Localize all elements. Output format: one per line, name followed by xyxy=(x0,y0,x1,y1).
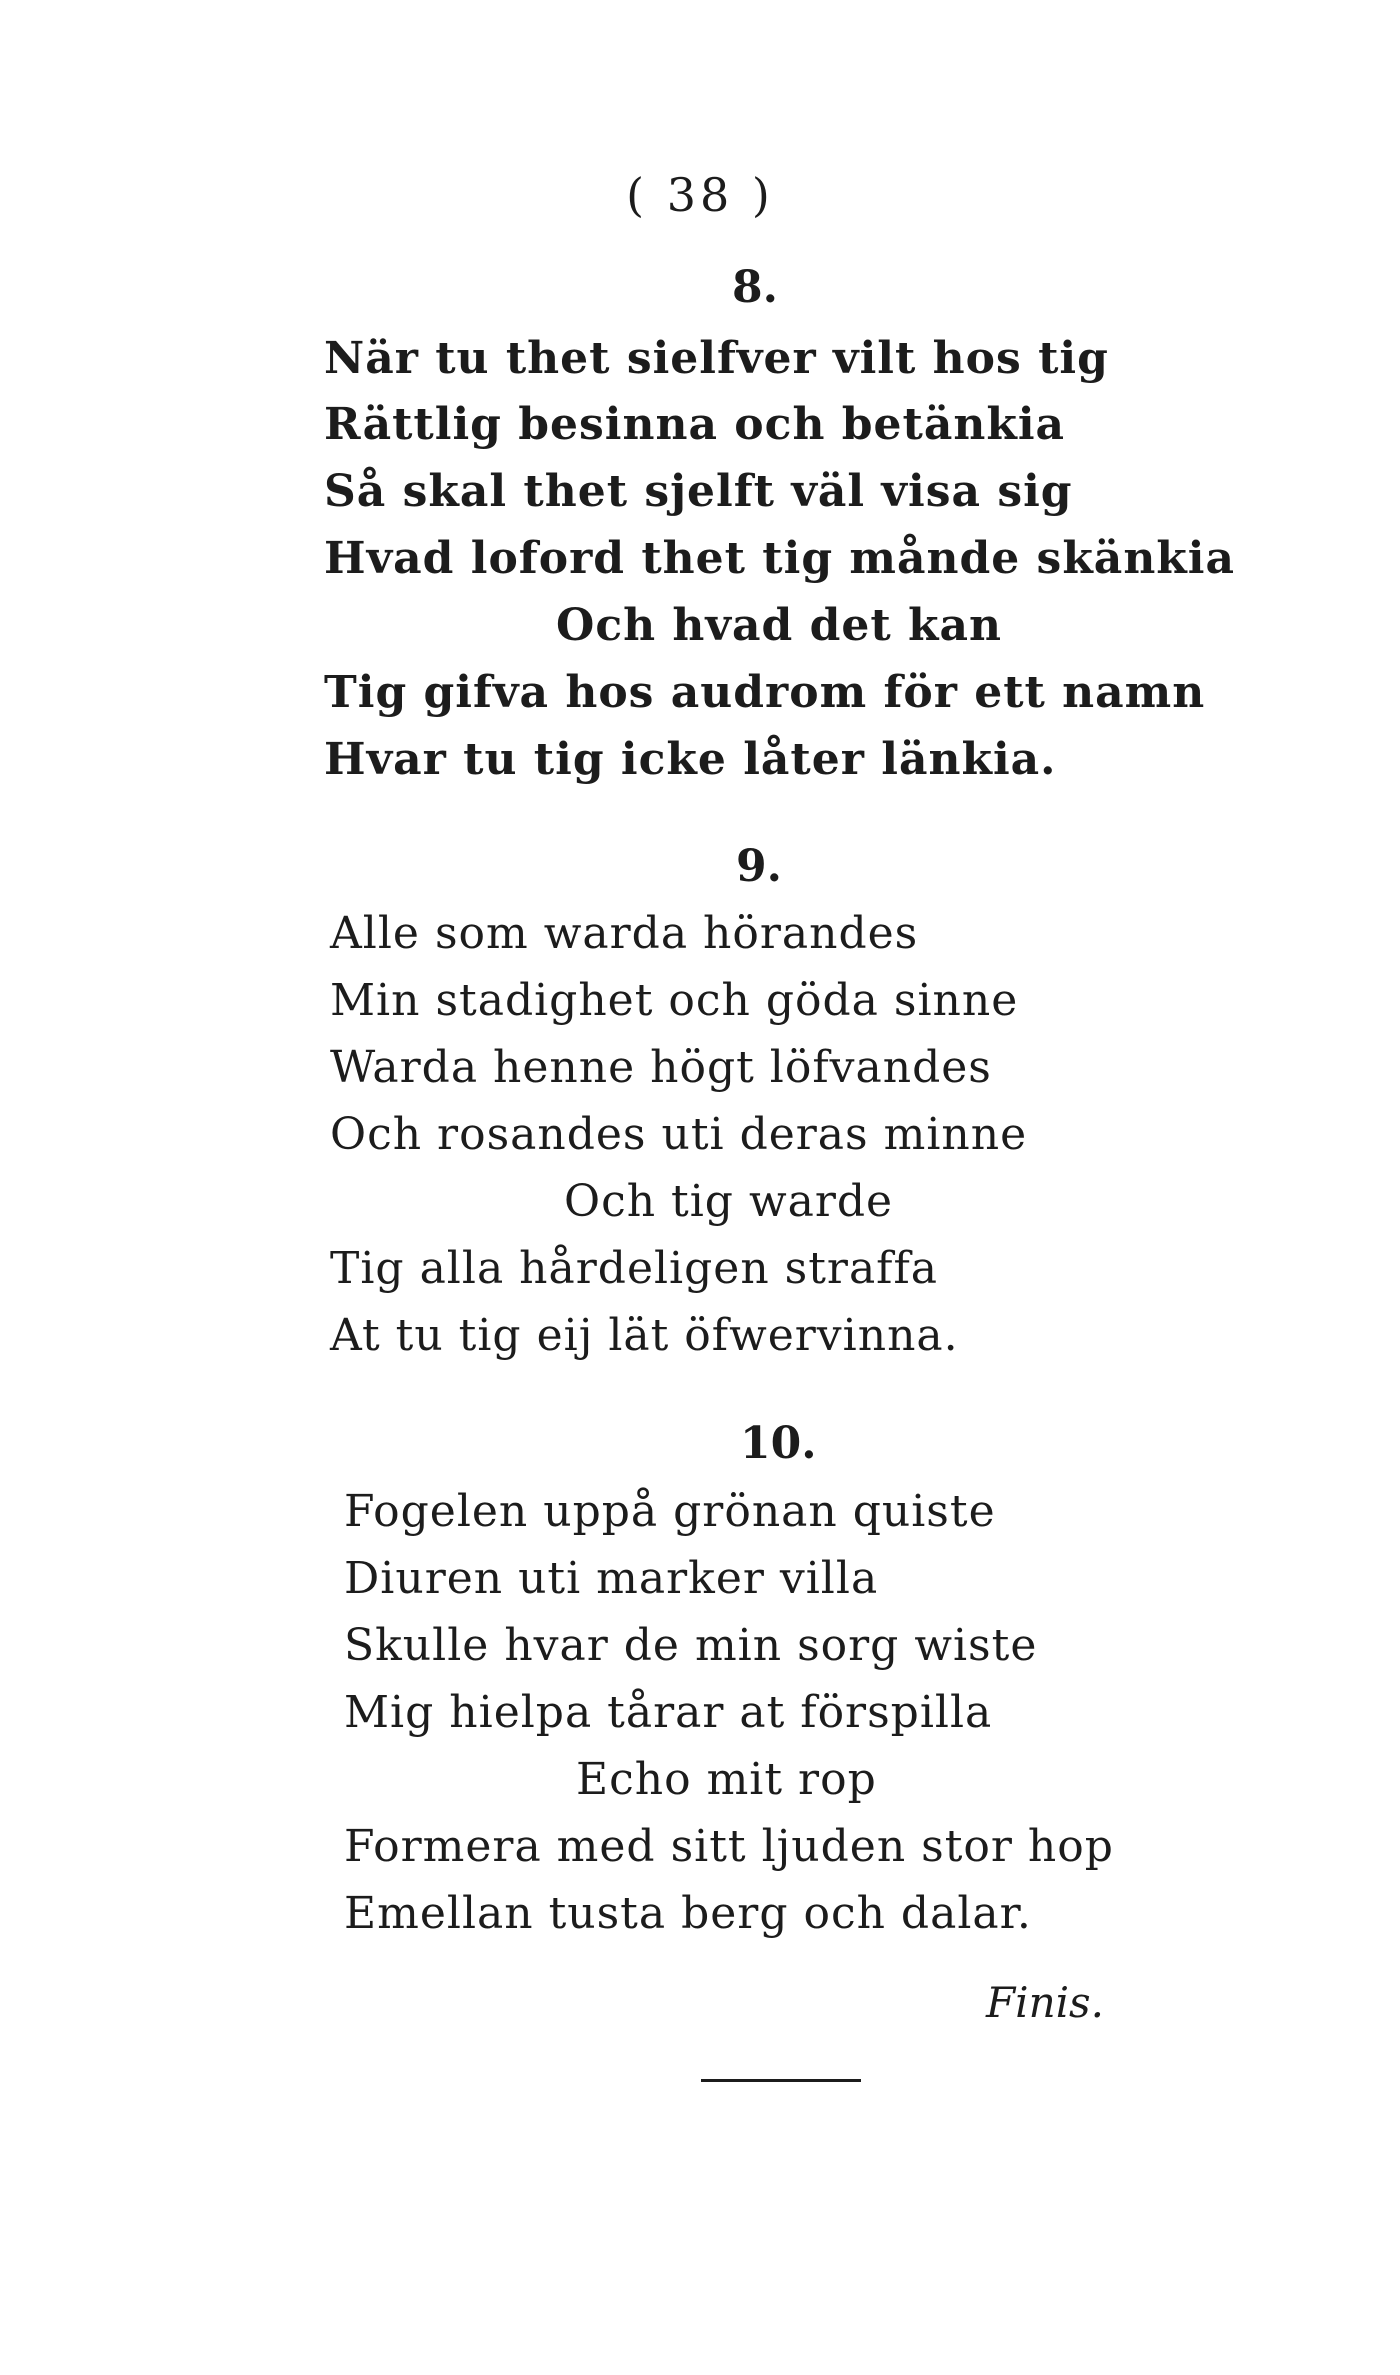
verse-line: Emellan tusta berg och dalar. xyxy=(344,1888,1032,1939)
verse-line: Formera med sitt ljuden stor hop xyxy=(344,1821,1114,1872)
verse-line: Så skal thet sjelft väl visa sig xyxy=(324,466,1073,517)
verse-line: Hvar tu tig icke låter länkia. xyxy=(324,734,1057,785)
verse-line: Och rosandes uti deras minne xyxy=(330,1109,1028,1160)
verse-line: Echo mit rop xyxy=(576,1754,877,1805)
verse-line: Min stadighet och göda sinne xyxy=(330,975,1019,1026)
verse-line: När tu thet sielfver vilt hos tig xyxy=(324,333,1109,384)
page-number: ( 38 ) xyxy=(626,168,774,222)
verse-line: Fogelen uppå grönan quiste xyxy=(344,1486,996,1537)
verse-line: Hvad loford thet tig månde skänkia xyxy=(324,533,1236,584)
stanza-number: 10. xyxy=(740,1418,817,1469)
verse-line: Alle som warda hörandes xyxy=(330,908,919,959)
stanza-number: 8. xyxy=(732,262,778,313)
verse-line: Rättlig besinna och betänkia xyxy=(324,399,1066,450)
verse-line: Och tig warde xyxy=(564,1176,894,1227)
closing-rule xyxy=(701,2079,861,2082)
verse-line: Warda henne högt löfvandes xyxy=(330,1042,992,1093)
verse-line: Skulle hvar de min sorg wiste xyxy=(344,1620,1038,1671)
verse-line: Diuren uti marker villa xyxy=(344,1553,879,1604)
closing-word: Finis. xyxy=(986,1978,1104,2027)
verse-line: Tig alla hårdeligen straffa xyxy=(330,1243,938,1294)
stanza-number: 9. xyxy=(736,841,782,892)
verse-line: Och hvad det kan xyxy=(556,600,1002,651)
verse-line: At tu tig eij lät öfwervinna. xyxy=(330,1310,959,1361)
verse-line: Mig hielpa tårar at förspilla xyxy=(344,1687,993,1738)
verse-line: Tig gifva hos audrom för ett namn xyxy=(324,667,1206,718)
